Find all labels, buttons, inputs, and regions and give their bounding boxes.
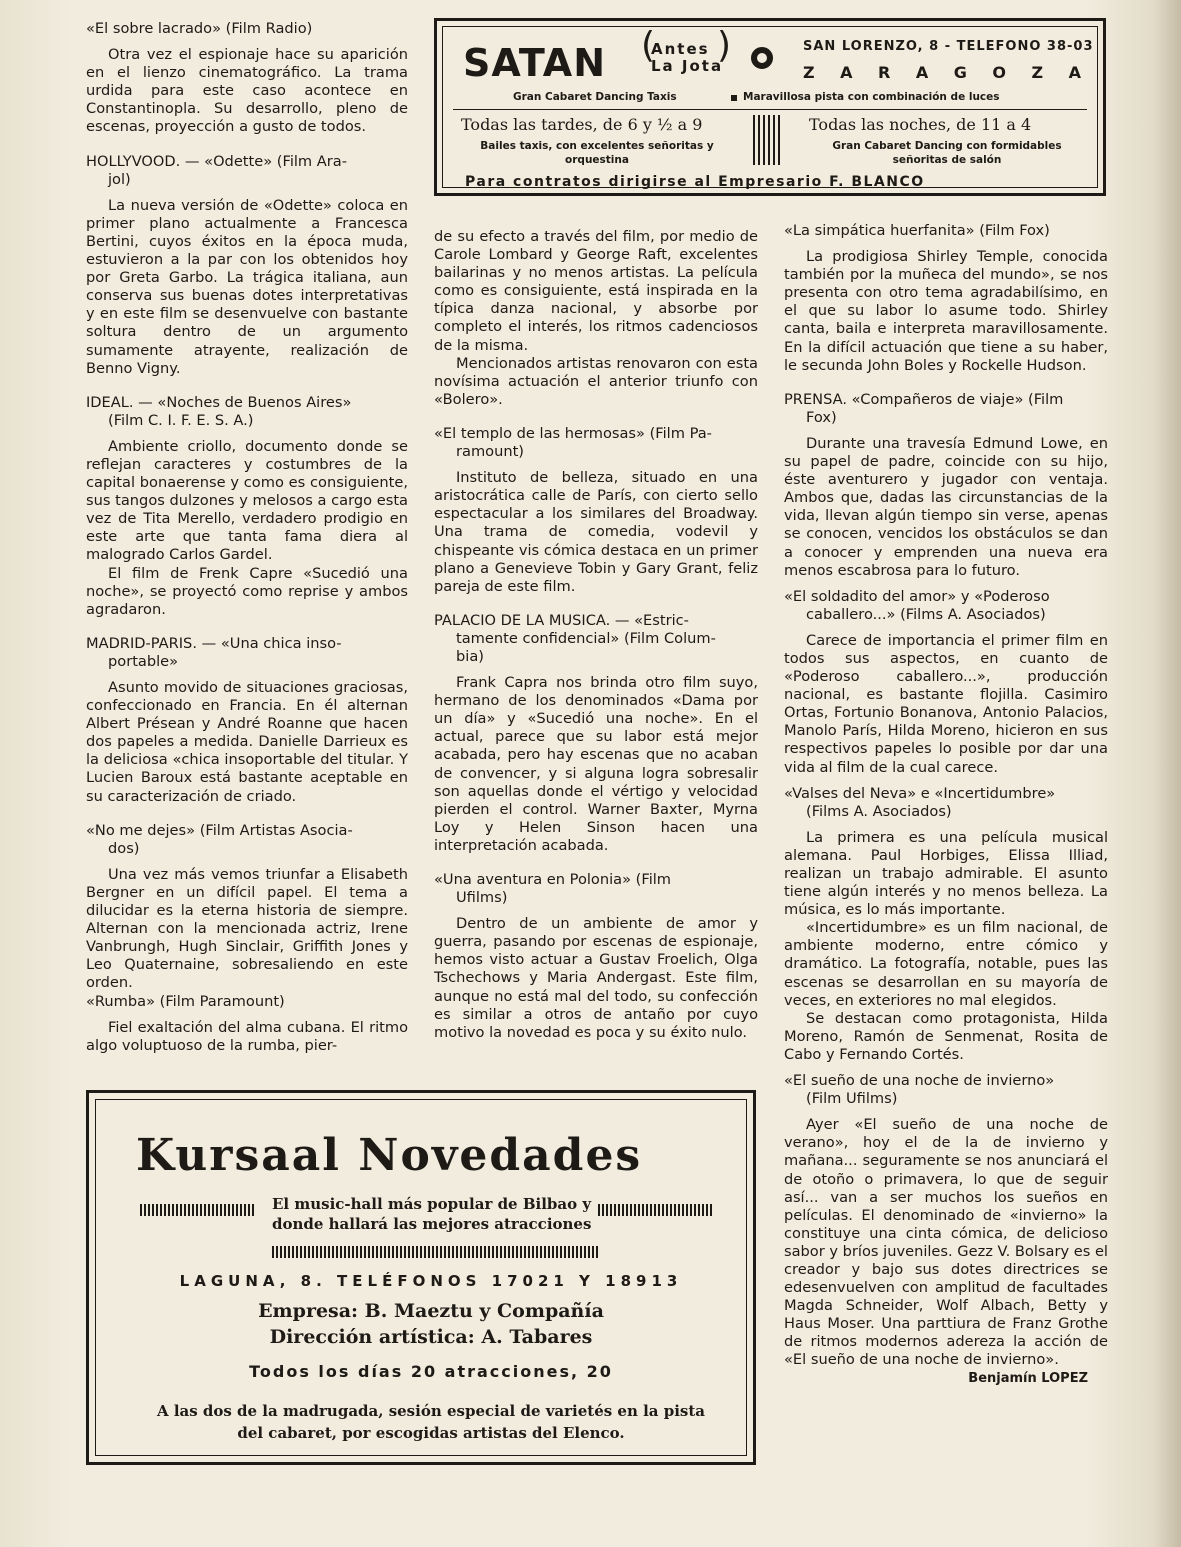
heading-line: «El sueño de una noche de invierno» — [784, 1072, 1055, 1090]
heading-line: «No me dejes» (Film Artistas Asocia- — [86, 821, 353, 839]
review-heading — [434, 425, 758, 461]
satan-antes-line2: La Jota — [651, 57, 724, 75]
kursaal-empresa: Empresa: B. Maeztu y Compañía — [258, 1300, 604, 1322]
heading-line: «El soldadito del amor» y «Poderoso — [784, 587, 1050, 605]
kursaal-late-session — [136, 1400, 726, 1444]
kursaal-subtitle-line: El music-hall más popular de Bilbao y — [272, 1195, 592, 1213]
satan-contract-footer: Para contratos dirigirse al Empresario F. BLANCO — [465, 174, 925, 190]
city-letter: Z — [803, 63, 815, 82]
review-paragraph: Frank Capra nos brinda otro film suyo, hermano de los denominados «Dama por un día» y «Sucedió una noche». En el actual, parece que su labor está mejor acabada, pero hay escenas que no acaban de convencer, y si alguna logra sobresalir son aquellas donde el vértigo y velocidad pierden el control. Warner Baxter, Myrna Loy y Helen Sinson hacen una interpretación acabada. — [434, 674, 758, 854]
heading-line: IDEAL. — «Noches de Buenos Aires» — [86, 393, 352, 411]
city-letter: G — [953, 63, 967, 82]
satan-antes-line1: ( Antes — [651, 40, 710, 58]
review-heading — [86, 153, 408, 189]
city-letter: A — [840, 63, 853, 82]
review-heading: «Rumba» (Film Paramount) — [86, 992, 285, 1010]
review-heading — [86, 635, 408, 671]
kursaal-direccion: Dirección artística: A. Tabares — [269, 1326, 593, 1348]
heading-line: (Films A. Asociados) — [806, 802, 952, 820]
divider — [453, 109, 1087, 110]
heading-line: «Valses del Neva» e «Incertidumbre» — [784, 784, 1056, 802]
review-heading — [86, 822, 408, 858]
heading-line: MADRID-PARIS. — «Una chica inso- — [86, 634, 342, 652]
review-heading: «La simpática huerfanita» (Film Fox) — [784, 222, 1050, 239]
review-heading — [784, 785, 1108, 821]
satan-subtitle-left: Gran Cabaret Dancing Taxis — [513, 91, 677, 103]
heading-line: Ufilms) — [456, 889, 508, 907]
heading-line: portable» — [108, 652, 179, 670]
review-heading — [434, 871, 758, 907]
review-paragraph: Fiel exaltación del alma cubana. El ritmo algo voluptuoso de la rumba, pier- — [86, 1018, 408, 1054]
review-heading — [434, 612, 758, 666]
review-paragraph: El film de Frenk Capre «Sucedió una noche», se proyectó como reprise y ambos agradaron. — [86, 564, 408, 618]
review-paragraph: Ambiente criollo, documento donde se reflejan caracteres y costumbres de la capital bonaerense y como es consiguiente, sus tangos dulzones y melosos a cargo esta vez de Tita Merello, verdadero prodigio en este arte que tanta fama diera al malogrado Carlos Gardel. — [86, 437, 408, 564]
author-signature: Benjamín LOPEZ — [968, 1370, 1088, 1386]
heading-line: «El templo de las hermosas» (Film Pa- — [434, 424, 712, 442]
review-paragraph: Durante una travesía Edmund Lowe, en su papel de padre, coincide con su hijo, éste aventurero y jugador con ventaja. Ambos que, dadas las circunstancias de la vida, llevan algún tiempo sin verse, apenas se conocen, vencidos los obstáculos se dan a conocer y emprenden una nueva era menos escabrosa para lo futuro. — [784, 434, 1108, 579]
satan-night-detail: Gran Cabaret Dancing con formidables señoritas de salón — [832, 140, 1062, 166]
review-paragraph: La nueva versión de «Odette» coloca en primer plano actualmente a Francesca Bertini, cuyos éxitos en la época muda, estuvieron a la par con los obtenidos hoy por Greta Garbo. La trágica italiana, aun conserva sus buenas dotes interpretativas y en este film se desenvuelve con bastante soltura dentro de un argumento sumamente atrayente, realización de Benno Vigny. — [86, 196, 408, 377]
city-letter: A — [915, 63, 929, 82]
review-paragraph: Carece de importancia el primer film en todos sus aspectos, en cuanto de «Poderoso caballero...», producción nacional, es bastante flojilla. Casimiro Ortas, Fortunio Bonanova, Antonio Palacios, Manolo París, Hilda Moreno, hicieron en sus respectivos papeles lo posible por dar una vida al film de la cual carece. — [784, 631, 1108, 776]
satan-afternoon-hours: Todas las tardes, de 6 y ½ a 9 — [461, 115, 703, 134]
heading-line: «Una aventura en Polonia» (Film — [434, 871, 672, 888]
kursaal-subtitle-line: donde hallará las mejores atracciones — [272, 1215, 592, 1233]
kursaal-late-line: del cabaret, por escogidas artistas del Elenco. — [237, 1424, 625, 1442]
satan-address: SAN LORENZO, 8 - TELEFONO 38-03 — [803, 39, 1094, 54]
review-heading — [784, 1072, 1108, 1108]
city-letter: Z — [1031, 63, 1044, 82]
kursaal-title: Kursaal Novedades — [136, 1130, 643, 1181]
satan-formerly — [651, 41, 723, 75]
review-paragraph: Asunto movido de situaciones graciosas, confeccionado en Francia. En él alternan Albert Présean y André Roanne que hacen dos papeles a medida. Danielle Darrieux es la deliciosa «chica insoportable del titular. Y Lucien Baroux está bastante aceptable en su caracterización de criado. — [86, 679, 408, 805]
review-paragraph: Instituto de belleza, situado en una aristocrática calle de París, con cierto sello espectacular a los similares del Broadway. Una trama de comedia, vodevil y chispeante vis cómica destaca en un primer plano a Genevieve Tobin y Gary Grant, feliz pareja de este film. — [434, 469, 758, 595]
heading-line: tamente confidencial» (Film Colum- — [456, 629, 716, 647]
city-letter: O — [992, 63, 1006, 82]
review-paragraph: Dentro de un ambiente de amor y guerra, pasando por escenas de espionaje, hemos visto actuar a Gustav Froelich, Olga Tschechows y Maria Andergast. Este film, aunque no está mal del todo, su confección es similar a otros de antaño por cuyo motivo la novedad es poca y su éxito nulo. — [434, 915, 758, 1041]
page-fold-shadow — [1153, 0, 1181, 1547]
heading-line: bia) — [456, 647, 484, 665]
kursaal-ad-inner-border — [95, 1099, 747, 1456]
review-paragraph: Mencionados artistas renovaron con esta novísima actuación el anterior triunfo con «Bolero». — [434, 354, 758, 408]
vertical-bars-ornament — [753, 115, 783, 165]
kursaal-advertisement — [86, 1090, 756, 1465]
satan-subtitle-right: Maravillosa pista con combinación de luces — [743, 91, 1000, 103]
review-paragraph: La primera es una película musical alemana. Paul Horbiges, Elissa Illiad, realizan un trabajo admirable. El asunto tiene algún interés y no menos belleza. La música, es lo más importante. — [784, 828, 1108, 919]
kursaal-daily-attractions: Todos los días 20 atracciones, 20 — [249, 1362, 613, 1381]
kursaal-management — [136, 1298, 726, 1350]
satan-advertisement — [434, 18, 1106, 196]
bars-ornament-right — [598, 1204, 714, 1216]
column-2 — [434, 228, 758, 1042]
review-paragraph: Se destacan como protagonista, Hilda Moreno, Ramón de Senmenat, Rosita de Cabo y Fernando Cortés. — [784, 1009, 1108, 1063]
heading-line: jol) — [108, 170, 131, 188]
column-3 — [784, 222, 1108, 1388]
review-paragraph: Otra vez el espionaje hace su aparición en el lienzo cinematográfico. La trama urdida para este caso acontece en Constantinopla. Su desarrollo, pleno de escenas, proyección a gusto de todos. — [86, 46, 408, 136]
satan-title: SATAN — [463, 41, 607, 85]
city-letter: A — [1068, 63, 1081, 82]
heading-line: PALACIO DE LA MUSICA. — «Estric- — [434, 611, 689, 629]
review-paragraph: Ayer «El sueño de una noche de verano», hoy el de la de invierno y mañana... seguramente se nos anunciará el de otoño o primavera, lo que de seguir así... van a ser muchos los sueños en películas. El denominado de «invierno» la constituye una cinta cómica, de delicioso sabor y bríos juveniles. Gezz V. Bolsary es el creador y bajo sus dotes directrices se edesenvuelven con amplitud de facultades Magda Schneider, Wolf Albach, Betty y Haus Moser. Una parttiura de Franz Grothe de ritmos modernos adereza la acción de «El sueño de una noche de invierno». — [784, 1116, 1108, 1369]
heading-line: caballero...» (Films A. Asociados) — [806, 605, 1046, 623]
review-heading — [784, 588, 1108, 624]
review-paragraph: de su efecto a través del film, por medio de Carole Lombard y George Raft, excelentes bailarinas y no menos artistas. La película como es consiguiente, está inspirada en la típica danza nacional, y absorbe por completo el interés, los ritmos cadenciosos de la misma. — [434, 228, 758, 354]
bars-ornament-left — [140, 1204, 256, 1216]
heading-line: Fox) — [806, 408, 837, 426]
review-heading — [784, 391, 1108, 427]
bars-ornament-middle — [272, 1246, 598, 1258]
review-heading: «El sobre lacrado» (Film Radio) — [86, 20, 313, 37]
kursaal-late-line: A las dos de la madrugada, sesión especial de varietés en la pista — [156, 1402, 706, 1420]
review-paragraph: Una vez más vemos triunfar a Elisabeth Bergner en un difícil papel. El tema a dilucidar es la eterna historia de siempre. Alternan con la mencionada actriz, Irene Vanbrungh, Hugh Sinclair, Griffith Jones y Leo Quaternaine, sobresaliendo en este orden. — [86, 865, 408, 992]
circle-ornament-icon — [751, 47, 773, 69]
satan-city — [803, 63, 1081, 82]
review-paragraph: La prodigiosa Shirley Temple, conocida también por la muñeca del mundo», se nos presenta con otro tema agradabilísimo, en el que su labor lo asume todo. Shirley canta, baila e interpreta maravillosamente. En la difícil actuación que tiene a su haber, le secunda John Boles y Rockelle Hudson. — [784, 248, 1108, 374]
column-1 — [86, 20, 408, 1055]
heading-line: ramount) — [456, 443, 525, 461]
review-heading — [86, 394, 408, 430]
kursaal-subtitle — [272, 1194, 596, 1234]
square-bullet-icon — [731, 95, 737, 101]
heading-line: HOLLYVOOD. — «Odette» (Film Ara- — [86, 152, 347, 170]
kursaal-address: LAGUNA, 8. TELÉFONOS 17021 Y 18913 — [179, 1272, 683, 1290]
city-letter: R — [878, 63, 891, 82]
satan-night-hours: Todas las noches, de 11 a 4 — [809, 115, 1032, 134]
satan-afternoon-detail: Bailes taxis, con excelentes señoritas y orquestina — [480, 140, 714, 166]
heading-line: (Film C. I. F. E. S. A.) — [108, 411, 254, 429]
heading-line: (Film Ufilms) — [806, 1090, 898, 1108]
review-paragraph: «Incertidumbre» es un film nacional, de ambiente moderno, entre cómico y dramático. La fotografía, notable, pues las escenas se desarrollan en su mayoría de veces, en exteriores no mal elegidos. — [784, 919, 1108, 1009]
satan-ad-inner-border — [442, 26, 1098, 188]
heading-line: dos) — [108, 839, 140, 857]
heading-line: PRENSA. «Compañeros de viaje» (Film — [784, 390, 1064, 408]
